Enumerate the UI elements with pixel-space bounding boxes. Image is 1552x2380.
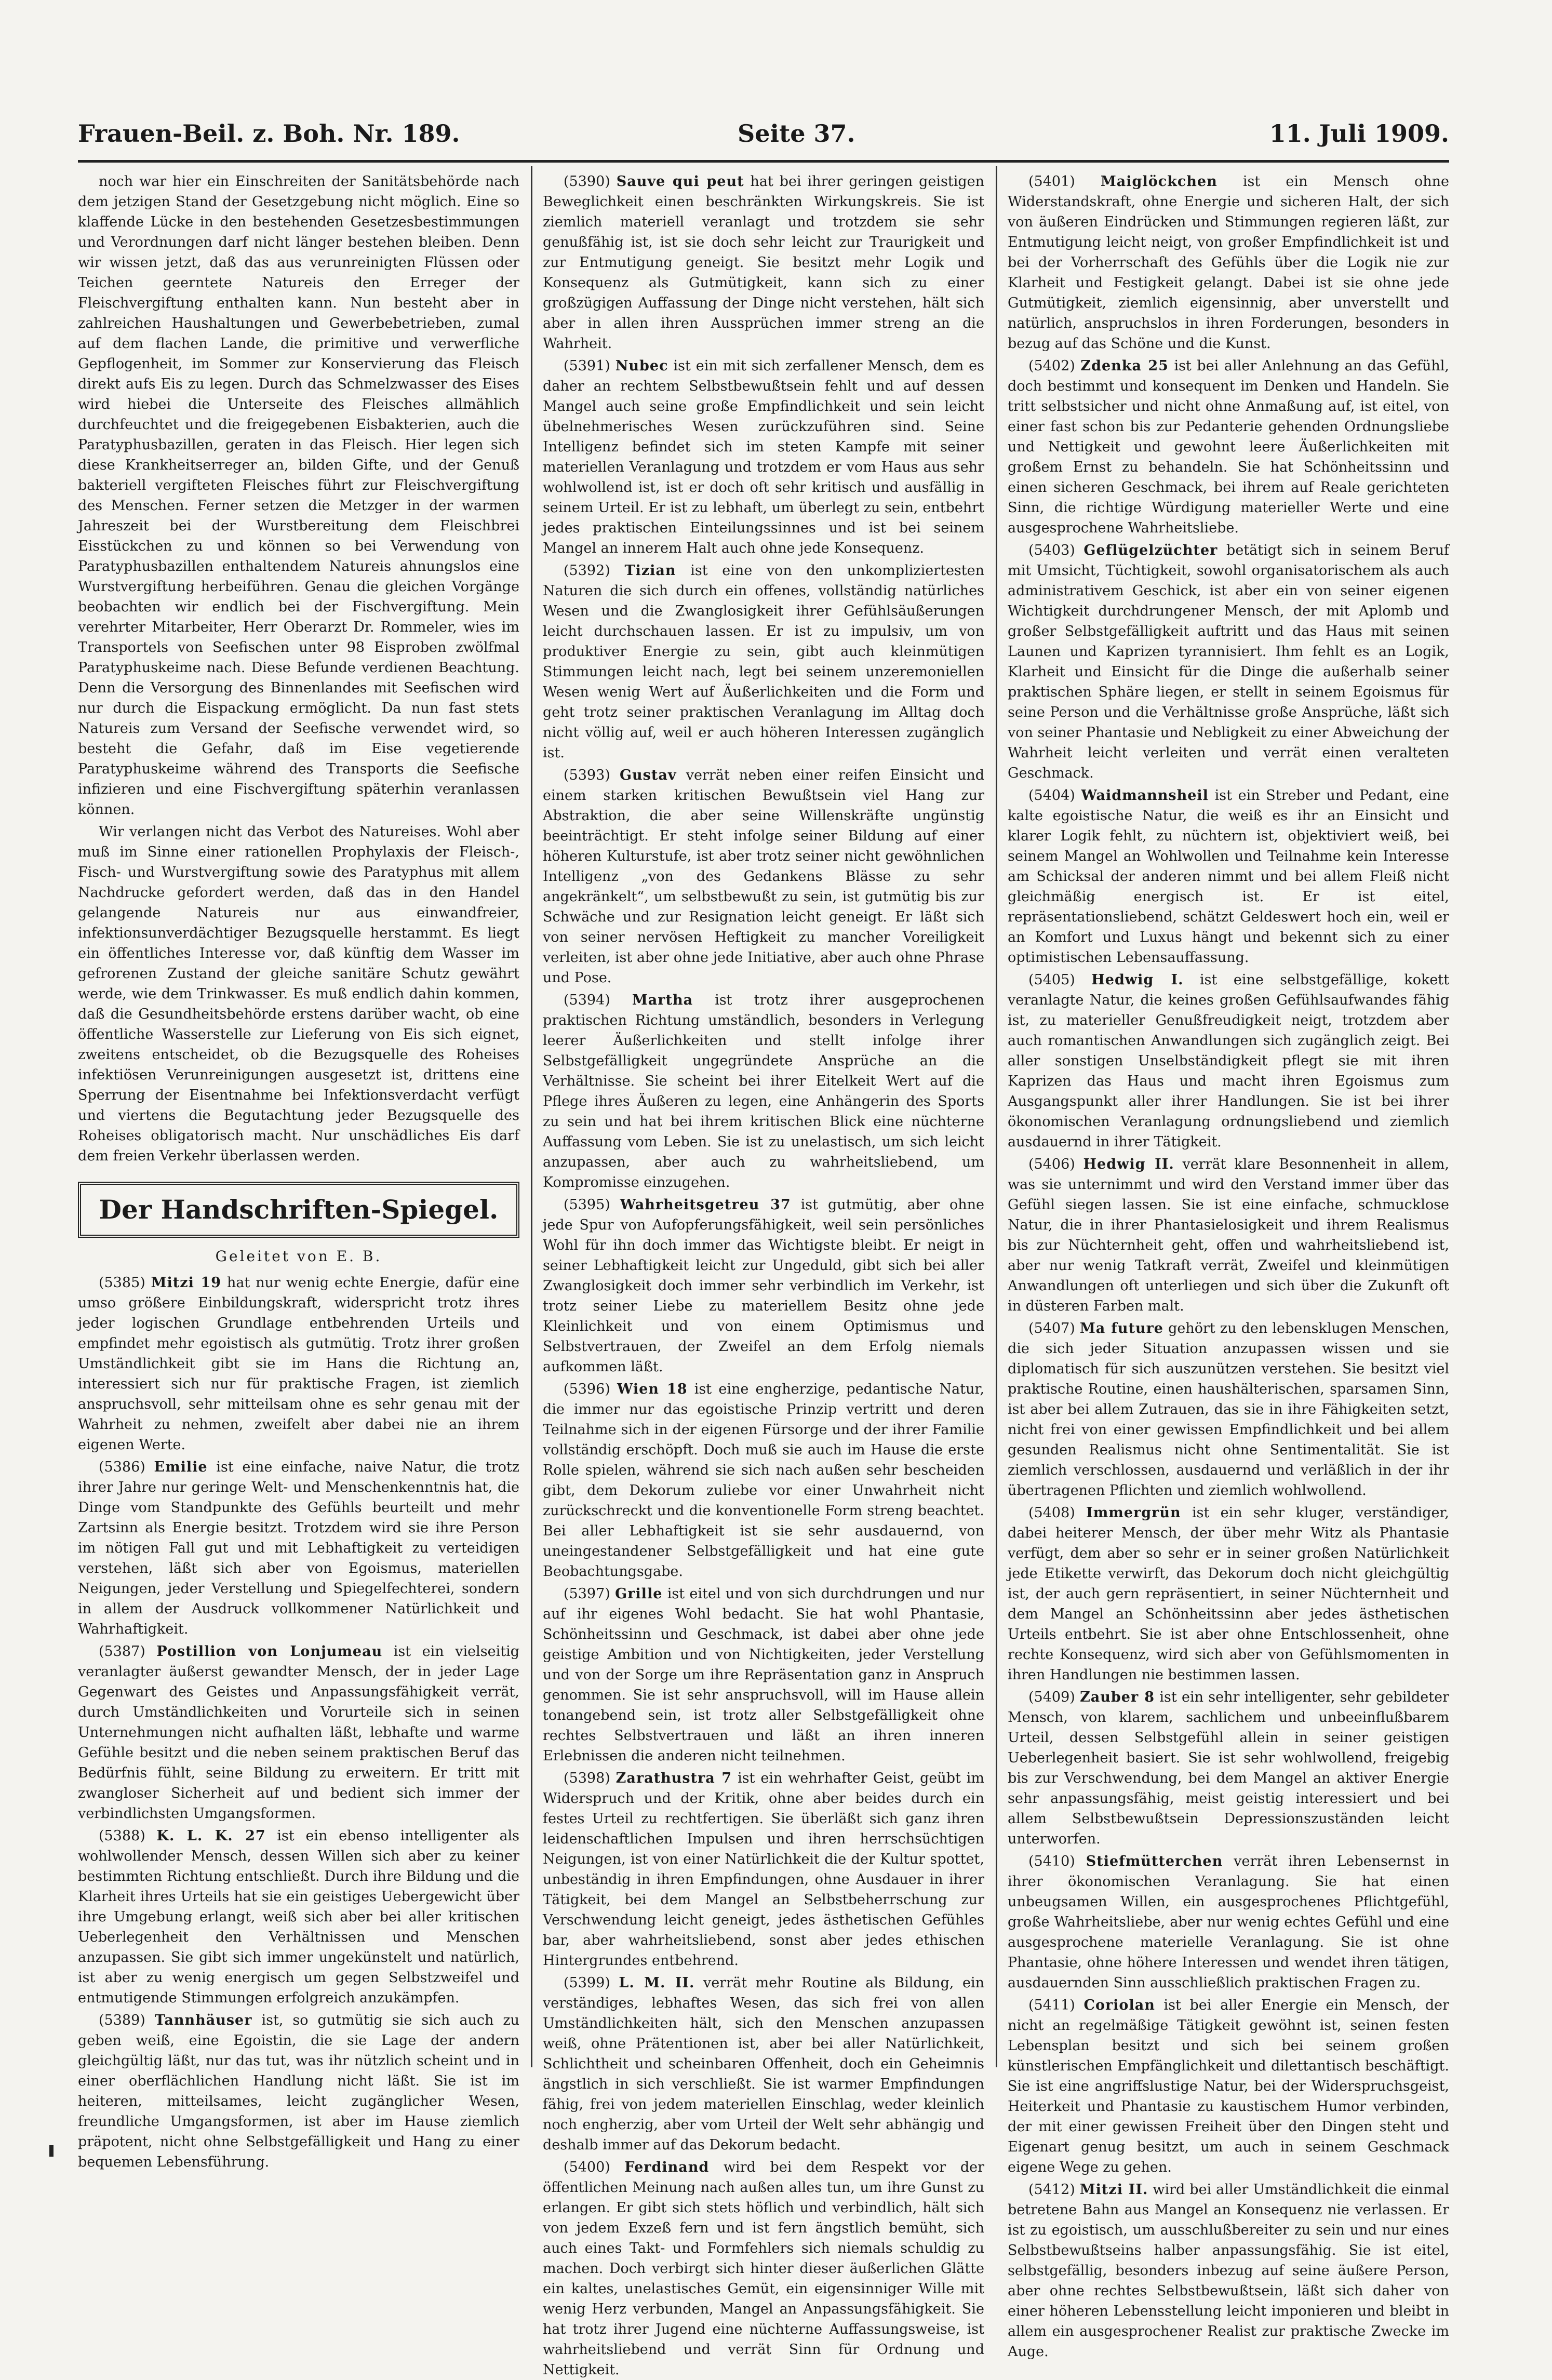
- entry-number: (5399): [564, 1975, 610, 1991]
- entry-number: (5404): [1028, 787, 1075, 804]
- article-paragraph: noch war hier ein Einschreiten der Sanitätsbehörde nach dem jetzigen Stand der Gesetzgebung nicht möglich. Eine so klaffende Lücke in den bestehenden Gesetzesbestimmungen und Verordnungen darf nicht länger bestehen bleiben. Denn wir wissen jetzt, daß das aus verunreinigten Flüssen oder Teichen geerntete Natureis den Erreger der Fleischvergiftung enthalten kann. Nun besteht aber in zahlreichen Haushaltungen und Gewerbebetrieben, zumal auf dem flachen Lande, die primitive und verwerfliche Gepflogenheit, im Sommer zur Konservierung das Fleisch direkt aufs Eis zu legen. Durch das Schmelzwasser des Eises wird hiebei die Unterseite des Fleisches allmählich durchfeuchtet und die freigegebenen Eisbakterien, auch die Paratyphusbazillen, geraten in das Fleisch. Hier legen sich diese Krankheitserreger an, bilden Gifte, und der Genuß bakteriell vergifteten Fleisches führt zur Fleischvergiftung des Menschen. Ferner setzen die Metzger in der warmen Jahreszeit bei der Wurstbereitung dem Fleischbrei Eisstückchen zu und können so bei Verwendung von Paratyphusbazillen enthaltendem Natureis ahnungslos eine Wurstvergiftung herbeiführen. Genau die gleichen Vorgänge beobachten wir endlich bei der Fischvergiftung. Mein verehrter Mitarbeiter, Herr Oberarzt Dr. Rommeler, wies im Transportels von Seefischen unter 98 Eisproben zwölfmal Paratyphuskeime nach. Diese Befunde verdienen Beachtung. Denn die Versorgung des Binnenlandes mit Seefischen wird nur durch die Eispackung ermöglicht. Da nun fast stets Natureis zum Versand der Seefische verwendet wird, so besteht die Gefahr, daß im Eise vegetierende Paratyphuskeime während des Transports die Seefische infizieren und eine Fischvergiftung späterhin veranlassen können.: [78, 173, 519, 818]
- entry-list: [543, 171, 984, 2380]
- entry-number: (5409): [1028, 1689, 1075, 1705]
- handwriting-analysis-entry: [1008, 1995, 1449, 2177]
- handwriting-analysis-entry: [543, 765, 984, 988]
- entry-pseudonym: Maiglöckchen: [1100, 173, 1217, 190]
- entry-pseudonym: Sauve qui peut: [616, 173, 744, 190]
- handwriting-analysis-entry: [543, 1768, 984, 1971]
- entry-number: (5385): [99, 1275, 145, 1291]
- section-byline: Geleitet von E. B.: [215, 1248, 382, 1265]
- section-title-box: Der Handschriften-Spiegel.: [78, 1182, 519, 1238]
- handwriting-analysis-entry: [1008, 1154, 1449, 1316]
- entry-text: ist ein wehrhafter Geist, geübt im Widerspruch und der Kritik, ohne aber beides durch ein festes Urteil zu rechtfertigen. Sie überläßt sich ganz ihren leidenschaftlichen Impulsen und ihren herrschsüchtigen Neigungen, ist von einer Natürlichkeit die der Kultur spottet, unbeständig in ihren Empfindungen, ohne Ausdauer in ihrer Tätigkeit, bei dem Mangel an Selbstbeherrschung zur Verschwendung leicht geneigt, jedes ästhetischen Gefühles bar, aber wahrheitsliebend, sonst aber jedes ethischen Hintergrundes entbehrend.: [543, 1770, 984, 1969]
- entry-text: ist ein mit sich zerfallener Mensch, dem es daher an rechtem Selbstbewußtsein fehlt und auf dessen Mangel auch seine große Empfindlichkeit und sein leicht übelnehmerisches Wesen zurückzuführen sind. Seine Intelligenz befindet sich im steten Kampfe mit seiner materiellen Veranlagung und trotzdem er vom Haus aus sehr wohlwollend ist, ist er doch oft sehr kritisch und ausfällig in seinem Urteil. Er ist zu lebhaft, um überlegt zu sein, entbehrt jedes praktischen Einteilungssinnes und ist bei seinem Mangel an innerem Halt auch ohne jede Konsequenz.: [543, 358, 984, 556]
- entry-pseudonym: Stiefmütterchen: [1086, 1853, 1223, 1869]
- handwriting-analysis-entry: [543, 560, 984, 763]
- handwriting-analysis-entry: [543, 1195, 984, 1377]
- entry-number: (5398): [564, 1770, 610, 1786]
- entry-pseudonym: Waidmannsheil: [1081, 787, 1209, 804]
- entry-text: ist gutmütig, aber ohne jede Spur von Aufopferungsfähigkeit, weil sein persönliches Wohl für ihn doch immer das Wichtigste bleibt. Er neigt in seiner Lebhaftigkeit leicht zur Ungeduld, gibt sich bei aller Zwanglosigkeit doch immer sehr verbindlich im Verkehr, ist trotz seiner Liebe zu materiellem Besitz ohne jede Kleinlichkeit und von einem Optimismus und Selbstvertrauen, der Zweifel an dem Erfolg niemals aufkommen läßt.: [543, 1197, 984, 1375]
- column-3: [1008, 171, 1449, 2360]
- entry-number: (5400): [564, 2159, 610, 2175]
- column-1: [78, 171, 519, 2170]
- entry-text: ist ein sehr intelligenter, sehr gebildeter Mensch, von klarem, sachlichem und unbeeinflußbarem Urteil, dessen Selbstgefühl allein in seiner geistigen Ueberlegenheit basiert. Sie ist sehr wohlwollend, freigebig bis zur Verschwendung, bei dem Mangel an aktiver Energie sehr anpassungsfähig, meist geistig interessiert und bei allem Selbstbewußtsein Depressionszuständen leicht unterworfen.: [1008, 1689, 1449, 1847]
- entry-text: gehört zu den lebensklugen Menschen, die sich jeder Situation anzupassen wissen und sie diplomatisch für sich auszunützen verstehen. Sie besitzt viel praktische Routine, einen haushälterischen, sparsamen Sinn, ist aber bei allem Zutrauen, das sie in ihre Fähigkeiten setzt, nicht frei von einer gewissen Empfindlichkeit und bei allem gesunden Realismus nicht ohne Sentimentalität. Sie ist ziemlich verschlossen, ausdauernd und verläßlich in der ihr übertragenen Pflichten und ziemlich wohlwollend.: [1008, 1320, 1449, 1499]
- entry-text: ist eine selbstgefällige, kokett veranlagte Natur, die keines großen Gefühlsaufwandes fähig ist, zu materieller Genußfreudigkeit neigt, trotzdem aber auch romantischen Anwandlungen sich zugänglich zeigt. Bei aller sonstigen Unselbständigkeit pflegt sie mit ihren Kaprizen das Haus und macht ihren Egoismus zum Ausgangspunkt aller ihrer Handlungen. Sie ist bei ihrer ökonomischen Veranlagung ordnungsliebend und ziemlich ausdauernd in ihrer Tätigkeit.: [1008, 972, 1449, 1150]
- entry-number: (5393): [564, 767, 610, 783]
- entry-pseudonym: Coriolan: [1083, 1997, 1155, 2013]
- entry-number: (5389): [99, 2012, 145, 2028]
- entry-number: (5401): [1028, 173, 1075, 190]
- entry-pseudonym: K. L. K. 27: [156, 1828, 266, 1844]
- entry-text: ist eine engherzige, pedantische Natur, die immer nur das egoistische Prinzip vertritt und deren Teilnahme sich in der eigenen Fürsorge und der ihrer Familie vollständig erschöpft. Doch muß sie auch im Hause die erste Rolle spielen, während sie sich nach außen sehr bescheiden gibt, dem Dekorum zuliebe vor einer Unwahrheit nicht zurückschreckt und die konventionelle Form streng beachtet. Bei aller Lebhaftigkeit ist sie sehr ausdauernd, von uneingestandener Selbstgefälligkeit und hat eine gute Beobachtungsgabe.: [543, 1381, 984, 1580]
- entry-number: (5388): [99, 1828, 145, 1844]
- entry-number: (5392): [564, 563, 610, 579]
- handwriting-analysis-entry: [78, 1457, 519, 1639]
- entry-text: ist eine einfache, naive Natur, die trotz ihrer Jahre nur geringe Welt- und Menschenkenntnis hat, die Dinge vom Standpunkte des Gefühls beurteilt und mehr Zartsinn als Energie besitzt. Trotzdem wird sie ihre Person im nötigen Fall gut und mit Lebhaftigkeit zu verteidigen verstehen, läßt sich aber von Egoismus, materiellen Neigungen, jeder Verstellung und Spiegelfechterei, sondern in allem der Ausdruck vollkommener Natürlichkeit und Wahrhaftigkeit.: [78, 1459, 519, 1637]
- entry-number: (5394): [564, 992, 610, 1008]
- entry-pseudonym: Ferdinand: [624, 2159, 710, 2175]
- entry-pseudonym: Postillion von Lonjumeau: [156, 1643, 383, 1660]
- handwriting-analysis-entry: [1008, 171, 1449, 354]
- handwriting-analysis-entry: [543, 1584, 984, 1766]
- entry-number: (5390): [564, 173, 610, 190]
- entry-pseudonym: Tannhäuser: [154, 2012, 252, 2028]
- margin-mark: [49, 2145, 53, 2157]
- entry-pseudonym: Ma future: [1079, 1320, 1163, 1336]
- handwriting-analysis-entry: [1008, 970, 1449, 1152]
- entry-text: ist ein Mensch ohne Widerstandskraft, ohne Energie und sicheren Halt, der sich von äußeren Eindrücken und Stimmungen regieren läßt, zur Entmutigung leicht neigt, von großer Empfindlichkeit ist und bei der Vorherrschaft des Gefühls über die Logik nie zur Klarheit und Festigkeit gelangt. Dabei ist sie ohne jede Gutmütigkeit, ziemlich eigensinnig, aber unverstellt und natürlich, anspruchslos in ihren Forderungen, besonders in bezug auf das Schöne und die Kunst.: [1008, 173, 1449, 352]
- handwriting-analysis-entry: [1008, 1851, 1449, 1993]
- entry-text: hat bei ihrer geringen geistigen Beweglichkeit einen beschränkten Wirkungskreis. Sie ist ziemlich materiell veranlagt und trotzdem sie sehr genußfähig ist, ist sie doch sehr leicht zur Traurigkeit und zur Entmutigung geneigt. Sie besitzt mehr Logik und Konsequenz als Gutmütigkeit, kann sich zu einer großzügigen Auffassung der Dinge nicht verstehen, hält sich aber in allen ihren Aussprüchen immer streng an die Wahrheit.: [543, 173, 984, 352]
- entry-number: (5407): [1028, 1320, 1075, 1336]
- handwriting-analysis-entry: [78, 1273, 519, 1455]
- entry-pseudonym: Mitzi II.: [1079, 2182, 1148, 2198]
- entry-number: (5403): [1028, 542, 1075, 558]
- entry-text: wird bei dem Respekt vor der öffentlichen Meinung nach außen alles tun, um ihre Gunst zu erlangen. Er gibt sich stets höflich und verbindlich, hält sich von jedem Exzeß fern und ist fern ängstlich bemüht, sich auch eines Takt- und Formfehlers sich niemals schuldig zu machen. Doch verbirgt sich hinter dieser äußerlichen Glätte ein kaltes, unelastisches Gemüt, ein eigensinniger Wille mit wenig Herz verbunden, Mangel an Anpassungsfähigkeit. Sie hat trotz ihrer Jugend eine nüchterne Auffassungsweise, ist wahrheitsliebend und verrät Sinn für Ordnung und Nettigkeit.: [543, 2159, 984, 2378]
- entry-pseudonym: Nubec: [615, 358, 668, 374]
- entry-number: (5406): [1028, 1156, 1075, 1172]
- entry-pseudonym: Immergrün: [1086, 1505, 1181, 1521]
- handwriting-analysis-entry: [1008, 2180, 1449, 2362]
- handwriting-analysis-entry: [1008, 1687, 1449, 1849]
- entry-text: ist ein Streber und Pedant, eine kalte egoistische Natur, die weiß es ihr an Einsicht und klarer Logik fehlt, zu nüchtern ist, objektiviert weiß, bei seinem Mangel an Wohlwollen und Teilnahme kein Interesse am Schicksal der anderen nimmt und bei allem Fleiß nicht gleichmäßig energisch ist. Er ist eitel, repräsentationsliebend, schätzt Geldeswert hoch ein, weil er an Komfort und Luxus hängt und bekennt sich zu einer optimistischen Lebensauffassung.: [1008, 787, 1449, 966]
- entry-pseudonym: Tizian: [624, 563, 676, 579]
- entry-number: (5395): [564, 1197, 610, 1213]
- entry-pseudonym: Hedwig II.: [1083, 1156, 1174, 1172]
- entry-text: verrät klare Besonnenheit in allem, was sie unternimmt und wird den Verstand immer über das Gefühl siegen lassen. Sie ist eine einfache, schmucklose Natur, die in ihrer Phantasielosigkeit und ihrem Realismus bis zur Nüchternheit geht, offen und wahrheitsliebend ist, aber nur wenig Tatkraft verrät, Zweifel und kleinmütigen Anwandlungen oft unterliegen und sich über die Zukunft oft in düsteren Farben malt.: [1008, 1156, 1449, 1314]
- entry-text: verrät mehr Routine als Bildung, ein verständiges, lebhaftes Wesen, das sich frei von allen Umständlichkeiten hält, sich den Menschen anzupassen weiß, ohne Prätentionen ist, aber bei aller Natürlichkeit, Schlichtheit und scheinbaren Offenheit, doch ein Geheimnis ängstlich in sich verschließt. Sie ist warmer Empfindungen fähig, frei von jedem materiellen Einschlag, weder kleinlich noch engherzig, aber vom Urteil der Welt sehr abhängig und deshalb immer auf das Dekorum bedacht.: [543, 1975, 984, 2153]
- entry-text: hat nur wenig echte Energie, dafür eine umso größere Einbildungskraft, widerspricht trotz ihres jeder logischen Grundlage entbehrenden Urteils und empfindet mehr egoistisch als gutmütig. Trotz ihrer großen Umständlichkeit gibt sie im Hans die Richtung an, interessiert sich nur für praktische Fragen, ist ziemlich anspruchsvoll, sehr mitteilsam ohne es sehr genau mit der Wahrheit zu nehmen, zweifelt aber dabei nie an ihrem eigenen Werte.: [78, 1275, 519, 1453]
- entry-list: [1008, 171, 1449, 2362]
- entry-text: ist ein vielseitig veranlagter äußerst gewandter Mensch, der in jeder Lage Gegenwart des Geistes und Anpassungsfähigkeit verrät, durch Umständlichkeiten und Vorurteile sich in seinen Unternehmungen nicht aufhalten läßt, lebhafte und warme Gefühle besitzt und die neben seinem praktischen Beruf das Bedürfnis fühlt, seine Bildung zu erweitern. Er tritt mit zwangloser Sicherheit auf und bedient sich immer der verbindlichsten Umgangsformen.: [78, 1643, 519, 1822]
- handwriting-analysis-entry: [543, 1973, 984, 2155]
- entry-text: ist, so gutmütig sie sich auch zu geben weiß, eine Egoistin, die sie Lage der andern gleichgültig läßt, nur das tut, was ihr nützlich scheint und in einer oberflächlichen Handlung nicht läßt. Sie ist im heiteren, mitteilsames, leicht zugänglicher Wesen, freundliche Umgangsformen, ist aber im Hause ziemlich präpotent, nicht ohne Selbstgefälligkeit und Hang zu einer bequemen Lebensführung.: [78, 2012, 519, 2170]
- entry-text: betätigt sich in seinem Beruf mit Umsicht, Tüchtigkeit, sowohl organisatorischem als auch administrativem Geschick, ist aber ein von seiner eigenen Wichtigkeit durchdrungener Mensch, der mit Aplomb und großer Selbstgefälligkeit auftritt und das Haus mit seinen Launen und Kaprizen tyrannisiert. Ihm fehlt es an Logik, Klarheit und Einsicht für die Dinge die außerhalb seiner praktischen Sphäre liegen, er stellt in seinem Egoismus für seine Person und die Verhältnisse große Ansprüche, läßt sich von seiner Phantasie und Nebligkeit zu einer Abweichung der Wahrheit leicht verleiten und verrät einen veralteten Geschmack.: [1008, 542, 1449, 781]
- entry-number: (5391): [564, 358, 610, 374]
- entry-text: ist eitel und von sich durchdrungen und nur auf ihr eigenes Wohl bedacht. Sie hat wohl Phantasie, Schönheitssinn und Geschmack, ist dabei aber ohne jede geistige Ambition und von Nichtigkeiten, jeder Verstellung und von der Sorge um ihre Repräsentation ganz in Anspruch genommen. Sie ist sehr anspruchsvoll, will im Hause allein tonangebend sein, ist trotz aller Selbstgefälligkeit ohne rechtes Selbstvertrauen und läßt an ihren inneren Erlebnissen die anderen nicht teilnehmen.: [543, 1586, 984, 1764]
- entry-number: (5411): [1028, 1997, 1075, 2013]
- handwriting-analysis-entry: [543, 356, 984, 558]
- entry-pseudonym: Zarathustra 7: [616, 1770, 732, 1786]
- entry-number: (5396): [564, 1381, 610, 1397]
- entry-text: ist bei aller Energie ein Mensch, der nicht an regelmäßige Tätigkeit gewöhnt ist, seinen festen Lebensplan besitzt und sich bei seinem großen künstlerischen Empfänglichkeit und dilettantisch beschäftigt. Sie ist eine angriffslustige Natur, bei der Widerspruchsgeist, Heiterkeit und Phantasie zu kaustischem Humor verbinden, der mit einer gewissen Freiheit über den Dingen steht und Eigenart genug besitzt, um auch in seinem Geschmack eigene Wege zu gehen.: [1008, 1997, 1449, 2175]
- entry-number: (5410): [1028, 1853, 1075, 1869]
- entry-pseudonym: Zauber 8: [1080, 1689, 1155, 1705]
- entry-number: (5397): [564, 1586, 610, 1602]
- handwriting-analysis-entry: [1008, 540, 1449, 783]
- entry-number: (5408): [1028, 1505, 1075, 1521]
- handwriting-analysis-entry: [78, 1641, 519, 1824]
- entry-text: ist ein ebenso intelligenter als wohlwollender Mensch, dessen Willen sich aber zu keiner bestimmten Richtung entschließt. Durch ihre Bildung und die Klarheit ihres Urteils hat sie ein geistiges Uebergewicht über ihre Umgebung erlangt, weiß sich aber bei aller kritischen Ueberlegenheit den Verhältnissen und Menschen anzupassen. Sie gibt sich immer ungekünstelt und natürlich, ist aber zu wenig energisch um gegen Selbstzweifel und entmutigende Stimmungen erfolgreich anzukämpfen.: [78, 1828, 519, 2006]
- page-number: Seite 37.: [738, 119, 855, 148]
- entry-pseudonym: Wahrheitsgetreu 37: [620, 1197, 791, 1213]
- publication-title: Frauen-Beil. z. Boh. Nr. 189.: [78, 119, 460, 148]
- entry-pseudonym: Gustav: [619, 767, 677, 783]
- entry-text: ist eine von den unkompliziertesten Naturen die sich durch ein offenes, vollständig natürliches Wesen und die Zwanglosigkeit ihrer Gefühlsäußerungen leicht durchschauen lassen. Er ist zu impulsiv, um von produktiver Energie zu sein, gibt auch kleinmütigen Stimmungen leicht nach, legt bei seinem unzeremoniellen Wesen wenig Wert auf Äußerlichkeiten und die Form und geht trotz seiner praktischen Veranlagung im Alltag doch nicht völlig auf, weil er auch höheren Interessen zugänglich ist.: [543, 563, 985, 761]
- entry-text: wird bei aller Umständlichkeit die einmal betretene Bahn aus Mangel an Konsequenz nie verlassen. Er ist zu egoistisch, um ausschlußbereiter zu sein und nur eines Selbstbewußtseins halber anpassungsfähig. Sie ist eitel, selbstgefällig, besonders inbezug auf seine äußere Person, aber ohne rechtes Selbstbewußtsein, läßt sich daher von einer höheren Lebensstellung leicht imponieren und bleibt in allem ein ausgesprochener Realist zur praktische Zwecke im Auge.: [1008, 2182, 1449, 2360]
- handwriting-analysis-entry: [1008, 356, 1449, 538]
- entry-number: (5402): [1028, 358, 1075, 374]
- entry-pseudonym: Mitzi 19: [151, 1275, 222, 1291]
- entry-text: ist trotz ihrer ausgeprochenen praktischen Richtung umständlich, besonders in Verlegung leerer Äußerlichkeiten und stellt infolge ihrer Selbstgefälligkeit ungegründete Ansprüche an die Verhältnisse. Sie scheint bei ihrer Eitelkeit Wert auf die Pflege ihres Äußeren zu legen, eine Anhängerin des Sports zu sein und hat bei ihrem kritischen Blick eine nüchterne Auffassung vom Leben. Sie ist zu unelastisch, um sich leicht anzupassen, aber auch zu wahrheitsliebend, um Kompromisse einzugehen.: [543, 992, 984, 1191]
- newspaper-page: [78, 114, 1449, 2378]
- handwriting-analysis-entry: [78, 2010, 519, 2172]
- handwriting-analysis-entry: [1008, 1503, 1449, 1685]
- handwriting-analysis-entry: [543, 2157, 984, 2380]
- column-2: [543, 171, 985, 2378]
- page-header: [78, 114, 1449, 161]
- entry-text: ist bei aller Anlehnung an das Gefühl, doch bestimmt und konsequent im Denken und Handeln. Sie tritt selbstsicher und nicht ohne Anmaßung auf, ist eitel, von einer fast schon bis zur Pedanterie gehenden Ordnungsliebe und Nettigkeit und gewohnt leere Äußerlichkeiten mit großem Ernst zu behandeln. Sie hat Schönheitssinn und einen sicheren Geschmack, bei ihrem auf Reale gerichteten Sinn, die richtige Würdigung materieller Werte und eine ausgesprochene Wahrheitsliebe.: [1008, 358, 1449, 536]
- entry-pseudonym: Wien 18: [617, 1381, 688, 1397]
- entry-text: ist ein sehr kluger, verständiger, dabei heiterer Mensch, der über mehr Witz als Phantasie verfügt, dem aber so sehr er in seiner großen Natürlichkeit jede Etikette verwirft, das Dekorum doch nicht gleichgültig ist, der auch gern repräsentiert, in seiner Nüchternheit und dem Mangel an Schönheitssinn aber jedes ästhetischen Urteils entbehrt. Sie ist aber ohne Entschlossenheit, ohne rechte Konsequenz, wird sich aber von Gefühlsmomenten in ihren Handlungen nie bestimmen lassen.: [1008, 1505, 1449, 1683]
- entry-pseudonym: Martha: [632, 992, 693, 1008]
- entry-pseudonym: Grille: [615, 1586, 663, 1602]
- entry-pseudonym: Emilie: [154, 1459, 208, 1475]
- handwriting-analysis-entry: [543, 990, 984, 1193]
- entry-list: [78, 1273, 519, 2172]
- issue-date: 11. Juli 1909.: [1269, 119, 1449, 148]
- entry-number: (5405): [1028, 972, 1075, 988]
- entry-number: (5387): [99, 1643, 145, 1660]
- entry-number: (5412): [1028, 2182, 1075, 2198]
- handwriting-analysis-entry: [543, 1379, 984, 1582]
- handwriting-analysis-entry: [1008, 785, 1449, 968]
- entry-text: verrät neben einer reifen Einsicht und einem starken kritischen Bewußtsein viel Hang zur Abstraktion, die aber seine Willenskräfte ungünstig beeinträchtigt. Er steht infolge seiner Bildung auf einer höheren Kulturstufe, ist aber trotz seiner nicht gewöhnlichen Intelligenz „von des Gedankens Blässe zu sehr angekränkelt“, um selbstbewußt zu sein, ist gutmütig bis zur Schwäche und zur Resignation leicht geneigt. Er läßt sich von seiner nervösen Heftigkeit zu mancher Voreiligkeit verleiten, ist aber ohne jede Initiative, aber auch ohne Phrase und Pose.: [543, 767, 985, 986]
- column-divider: [996, 166, 997, 2067]
- entry-pseudonym: Hedwig I.: [1091, 972, 1184, 988]
- entry-pseudonym: Geflügelzüchter: [1083, 542, 1218, 558]
- entry-pseudonym: L. M. II.: [619, 1975, 695, 1991]
- handwriting-analysis-entry: [543, 171, 984, 354]
- handwriting-analysis-entry: [78, 1826, 519, 2008]
- article-paragraph: Wir verlangen nicht das Verbot des Natureises. Wohl aber muß im Sinne einer rationellen Prophylaxis der Fleisch-, Fisch- und Wurstvergiftung sowie des Paratyphus mit allem Nachdrucke gefordert werden, daß das in den Handel gelangende Natureis nur aus einwandfreier, infektionsunverdächtiger Bezugsquelle herstammt. Es liegt ein öffentliches Interesse vor, daß künftig dem Wasser im gefrorenen Zustand der gleiche sanitäre Schutz gewährt werde, wie dem Trinkwasser. Es muß endlich dahin kommen, daß die Gesundheitsbehörde erstens darüber wacht, ob eine öffentliche Wasserstelle zur Lieferung von Eis sich eignet, zweitens entscheidet, ob die Bezugsquelle des Roheises infektiösen Verunreinigungen ausgesetzt ist, drittens eine Sperrung der Eisentnahme bei Infektionsverdacht verfügt und viertens die Begutachtung jeder Bezugsquelle des Roheises obligatorisch macht. Nur unschädliches Eis darf dem freien Verkehr überlassen werden.: [78, 824, 519, 1164]
- handwriting-analysis-entry: [1008, 1318, 1449, 1501]
- entry-number: (5386): [99, 1459, 145, 1475]
- column-divider: [531, 166, 532, 2067]
- entry-text: verrät ihren Lebensernst in ihrer ökonomischen Veranlagung. Sie hat einen unbeugsamen Willen, ein ausgesprochenes Pflichtgefühl, große Wahrheitsliebe, aber nur wenig echtes Gefühl und eine ausgesprochene materielle Veranlagung. Sie ist ohne Phantasie, ohne höhere Interessen und wendet ihren tätigen, ausdauernden Sinn ausschließlich praktischen Fragen zu.: [1008, 1853, 1449, 1991]
- entry-pseudonym: Zdenka 25: [1080, 358, 1169, 374]
- header-rule: [78, 160, 1449, 163]
